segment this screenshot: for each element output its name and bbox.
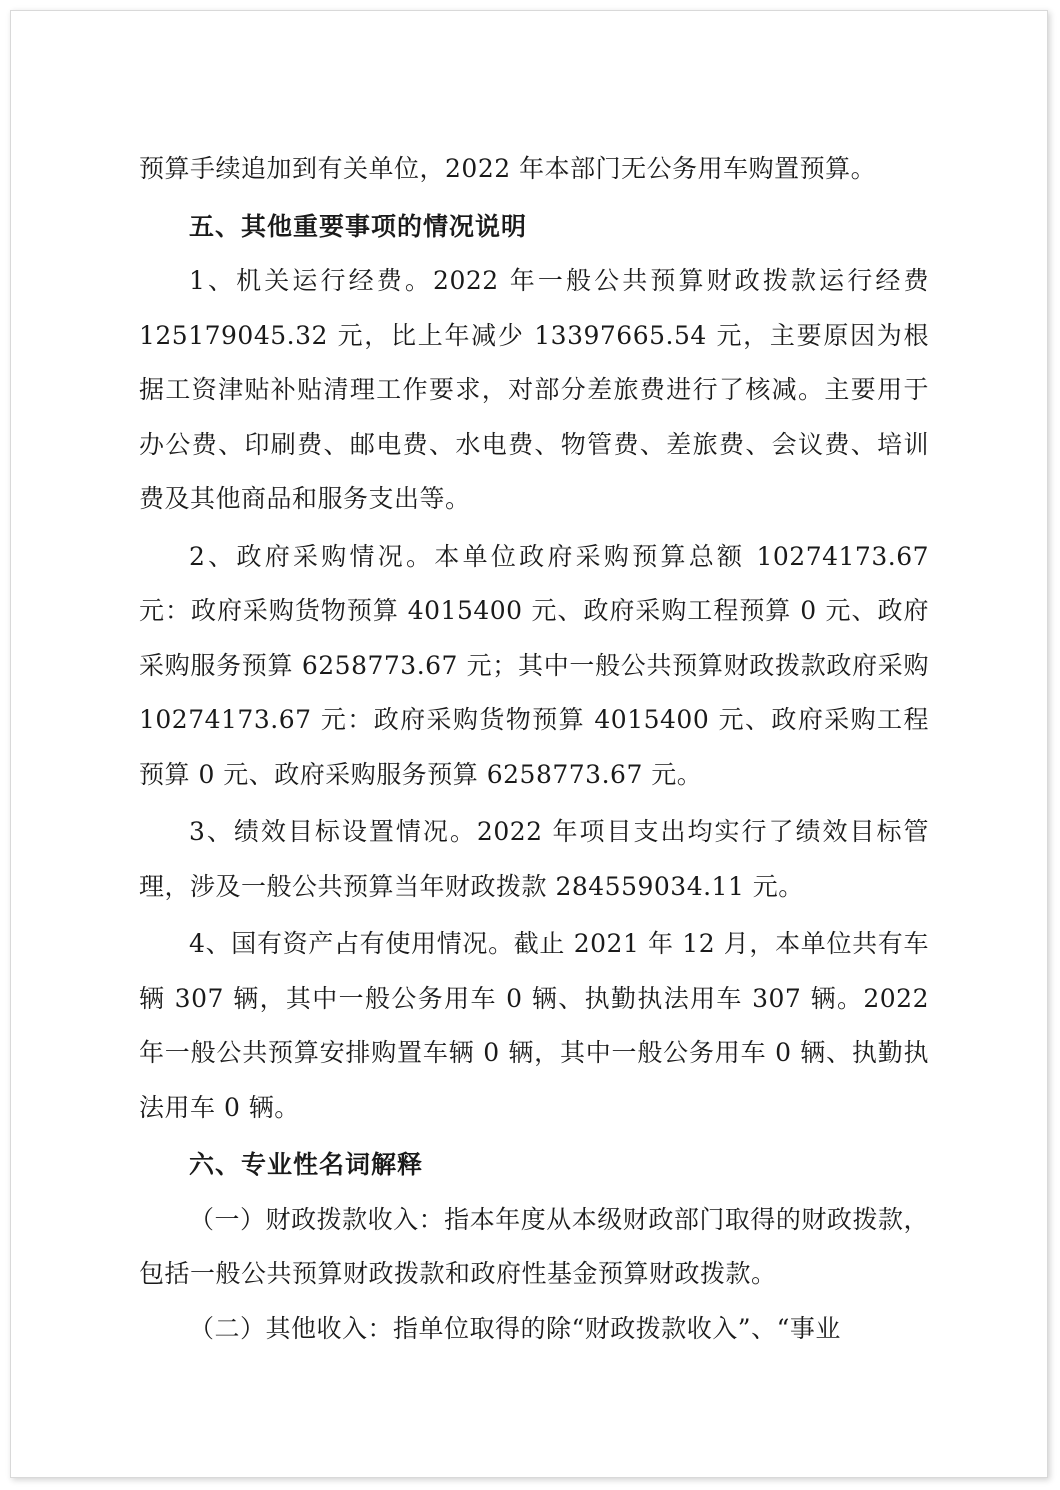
continuation-paragraph: 预算手续追加到有关单位，2022 年本部门无公务用车购置预算。 — [139, 154, 877, 183]
document-page — [10, 10, 1048, 1478]
item-4-state-assets: 4、国有资产占有使用情况。截止 2021 年 12 月，本单位共有车辆 307 辆，其中一般公务用车 0 辆、执勤执法用车 307 辆。2022 年一般公共预算安排购置车辆 0 辆，其中一般公务用车 0 辆、执勤执法用车 0 辆。 — [139, 929, 929, 1122]
term-1-fiscal-appropriation-income: （一）财政拨款收入：指本年度从本级财政部门取得的财政拨款，包括一般公共预算财政拨款和政府性基金预算财政拨款。 — [139, 1204, 929, 1288]
item-3-performance-targets: 3、绩效目标设置情况。2022 年项目支出均实行了绩效目标管理，涉及一般公共预算当年财政拨款 284559034.11 元。 — [139, 817, 929, 901]
item-2-government-procurement: 2、政府采购情况。本单位政府采购预算总额 10274173.67 元：政府采购货物预算 4015400 元、政府采购工程预算 0 元、政府采购服务预算 6258773.67 元；其中一般公共预算财政拨款政府采购 10274173.67 元：政府采购货物预算 4015400 元、政府采购工程预算 0 元、政府采购服务预算 6258773.67 元。 — [139, 541, 929, 789]
document-body — [139, 142, 929, 1356]
section-heading-6: 六、专业性名词解释 — [189, 1150, 424, 1179]
item-1-operating-expenses: 1、机关运行经费。2022 年一般公共预算财政拨款运行经费 125179045.32 元，比上年减少 13397665.54 元，主要原因为根据工资津贴补贴清理工作要求，对部分差旅费进行了核减。主要用于办公费、印刷费、邮电费、水电费、物管费、差旅费、会议费、培训费及其他商品和服务支出等。 — [139, 266, 929, 513]
section-heading-5: 五、其他重要事项的情况说明 — [189, 211, 528, 241]
term-2-other-income: （二）其他收入：指单位取得的除“财政拨款收入”、“事业 — [189, 1313, 841, 1343]
